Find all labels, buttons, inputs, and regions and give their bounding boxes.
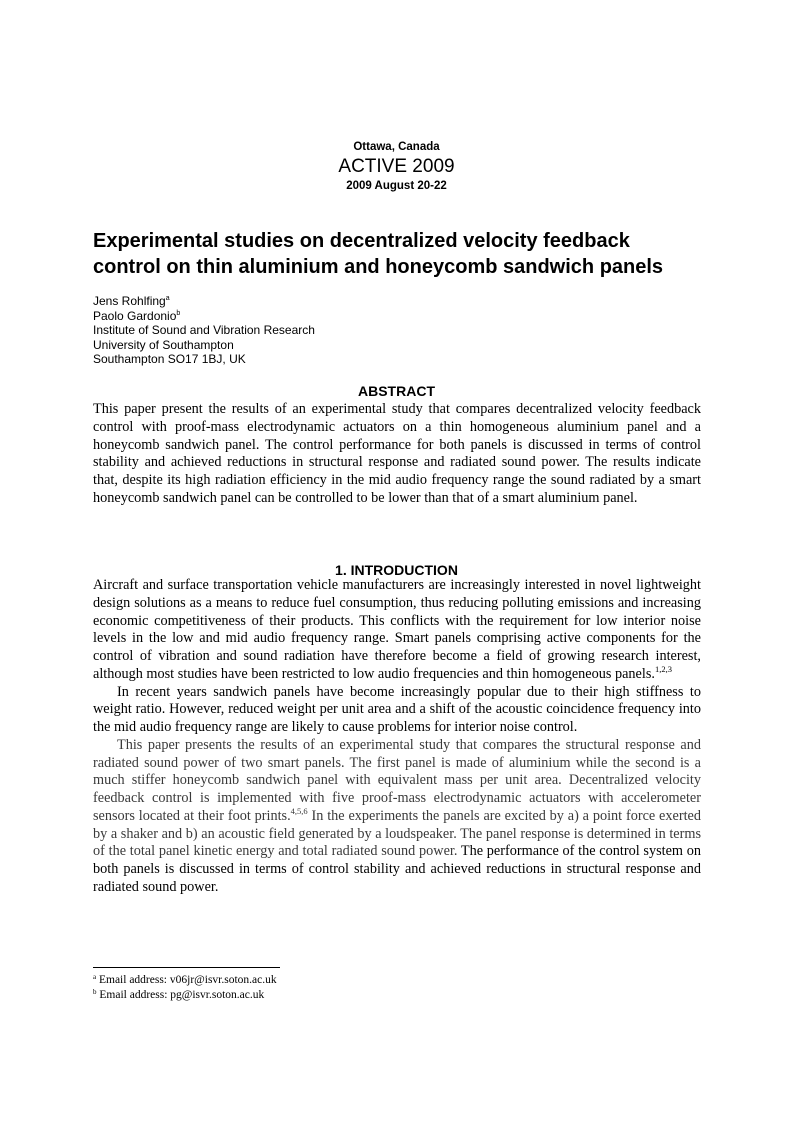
- author-2-mark: b: [176, 309, 181, 317]
- author-1-mark: a: [165, 295, 170, 302]
- conference-header: [0, 140, 793, 194]
- paper-title-line-2: control on thin aluminium and honeycomb sandwich panels: [93, 256, 664, 278]
- footnote-a-mark: a: [93, 973, 97, 981]
- affiliation-line-2: University of Southampton: [93, 337, 234, 352]
- paper-title: [93, 228, 703, 280]
- intro-paragraph-3-refs: 4,5,6: [290, 805, 308, 816]
- footnotes: [93, 973, 493, 1002]
- intro-paragraph-1-text: Aircraft and surface transportation vehicle manufacturers are increasingly interested in novel lightweight design solutions as a means to reduce fuel consumption, thus reducing polluting emissions and increasing economic competitiveness of their products. This conflicts with the requirement for low interior noise levels in the low and mid audio frequency range. Smart panels comprising active components for the control of vibration and sound radiation have therefore become a field of growing research interest, although most studies have been restricted to low audio frequencies and thin homogeneous panels.: [93, 577, 701, 682]
- author-2: [93, 309, 593, 324]
- intro-paragraph-3: [93, 737, 701, 897]
- introduction-heading: 1. INTRODUCTION: [335, 562, 458, 578]
- intro-paragraph-1-refs: 1,2,3: [654, 663, 672, 674]
- affiliation-line-3: Southampton SO17 1BJ, UK: [93, 352, 246, 367]
- affiliation-line-1: Institute of Sound and Vibration Research: [93, 323, 315, 338]
- abstract-text: This paper present the results of an experimental study that compares decentralized velocity feedback control with proof-mass electrodynamic actuators on a thin homogeneous aluminium panel and a honeycomb sandwich panel. The control performance for both panels is discussed in terms of control stability and achieved reductions in structural response and radiated sound power. The results indicate that, despite its high radiation efficiency in the mid audio frequency range the sound radiated by a smart honeycomb sandwich panel can be controlled to be lower than that of a smart aluminium panel.: [93, 401, 701, 506]
- author-block: [93, 294, 593, 367]
- author-1-name: Jens Rohlfing: [93, 294, 166, 308]
- intro-paragraph-3-text-a: This paper presents the results of an experimental study that compares the structural response and radiated sound power of two smart panels. The first panel is made of aluminium while the second is a much stiffer honeycomb sandwich panel with equivalent mass per unit area. Decentralized velocity feedback control is implemented with five proof-mass electrodynamic actuators with accelerometer sensors located at their foot prints.: [93, 736, 701, 824]
- intro-paragraph-3-text-b: In the experiments the panels are excited by a) a point force exerted by a shaker and b) an acoustic field generated by a loudspeaker. The panel response is determined in terms of the total panel kinetic energy and total radiated sound power.: [93, 807, 701, 860]
- introduction-body: [93, 577, 701, 897]
- conference-date: 2009 August 20-22: [346, 180, 447, 192]
- footnote-b: [93, 988, 493, 1003]
- intro-paragraph-1: [93, 577, 701, 684]
- intro-paragraph-2: In recent years sandwich panels have become increasingly popular due to their high stiffness to weight ratio. However, reduced weight per unit area and a shift of the acoustic coincidence frequency into the mid audio frequency range are likely to cause problems for interior noise control.: [93, 683, 701, 735]
- footnote-rule: [93, 967, 280, 968]
- footnote-a: [93, 973, 493, 988]
- footnote-b-text: Email address: pg@isvr.soton.ac.uk: [99, 988, 265, 1001]
- author-2-name: Paolo Gardonio: [93, 308, 177, 323]
- author-1: [93, 294, 593, 309]
- intro-paragraph-3-text-c: The performance of the control system on both panels is discussed in terms of control stability and achieved reductions in structural response and radiated sound power.: [93, 843, 701, 895]
- paper-title-line-1: Experimental studies on decentralized velocity feedback: [93, 230, 630, 252]
- abstract-heading: ABSTRACT: [358, 383, 435, 399]
- abstract-body: [93, 401, 701, 508]
- conference-name: ACTIVE 2009: [338, 156, 455, 177]
- footnote-b-mark: b: [93, 987, 97, 996]
- footnote-a-text: Email address: v06jr@isvr.soton.ac.uk: [98, 974, 277, 986]
- conference-location: Ottawa, Canada: [353, 141, 440, 153]
